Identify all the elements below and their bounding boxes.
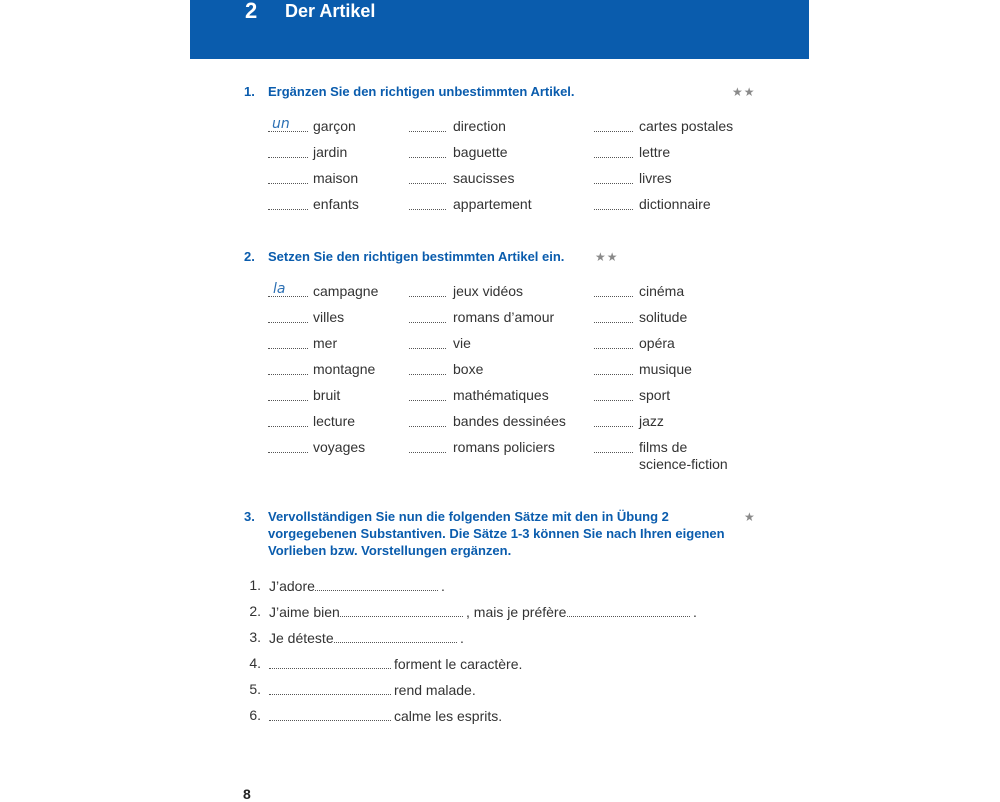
blank-ex2-c2-r7[interactable] xyxy=(409,452,446,453)
exercise-1-difficulty-stars: ★★ xyxy=(732,85,756,99)
ex2-word: voyages xyxy=(313,439,366,455)
blank-ex2-c1-r7[interactable] xyxy=(268,452,308,453)
ex2-word: bruit xyxy=(313,387,341,403)
exercise-1-number: 1. xyxy=(244,84,255,99)
exercise-1-instruction: Ergänzen Sie den richtigen unbestimmten Artikel. xyxy=(268,84,575,99)
sentence-text: rend malade. xyxy=(394,682,476,698)
ex2-word: campagne xyxy=(313,283,379,299)
exercise-3-difficulty-stars: ★ xyxy=(744,510,756,524)
blank-ex2-c1-r6[interactable] xyxy=(268,426,308,427)
sentence-number: 5. xyxy=(249,681,261,697)
ex2-word: jazz xyxy=(639,413,664,429)
ex2-word: vie xyxy=(453,335,471,351)
exercise-2-instruction: Setzen Sie den richtigen bestimmten Artikel ein. xyxy=(268,249,565,264)
ex1-word: baguette xyxy=(453,144,508,160)
ex2-word: mer xyxy=(313,335,338,351)
sentence-text: calme les esprits. xyxy=(394,708,503,724)
ex1-word: appartement xyxy=(453,196,532,212)
sentence-number: 2. xyxy=(249,603,261,619)
ex2-word-continuation: science-fiction xyxy=(639,456,728,472)
blank-ex2-c3-r5[interactable] xyxy=(594,400,633,401)
blank-ex2-c3-r4[interactable] xyxy=(594,374,633,375)
ex2-word: solitude xyxy=(639,309,688,325)
ex2-word: sport xyxy=(639,387,671,403)
example-answer-la: la xyxy=(273,281,286,297)
blank-ex2-c3-r3[interactable] xyxy=(594,348,633,349)
sentence-text: . xyxy=(693,604,697,620)
ex1-word: direction xyxy=(453,118,506,134)
blank-ex1-c1-r4[interactable] xyxy=(268,209,308,210)
ex1-word: enfants xyxy=(313,196,359,212)
ex1-word: lettre xyxy=(639,144,671,160)
ex2-word: romans policiers xyxy=(453,439,555,455)
exercise-3-instruction-line: Vorlieben bzw. Vorstellungen ergänzen. xyxy=(268,543,512,558)
ex2-word: bandes dessinées xyxy=(453,413,566,429)
blank-sentence-1[interactable] xyxy=(315,590,438,591)
blank-sentence-3[interactable] xyxy=(334,642,457,643)
sentence-text: J’adore xyxy=(269,578,315,594)
blank-sentence-4[interactable] xyxy=(269,668,391,669)
blank-ex1-c3-r1[interactable] xyxy=(594,131,633,132)
sentence-text: J’aime bien xyxy=(269,604,340,620)
ex1-word: maison xyxy=(313,170,359,186)
blank-ex1-c2-r1[interactable] xyxy=(409,131,446,132)
exercise-3-instruction-line: Vervollständigen Sie nun die folgenden Sätze mit den in Übung 2 xyxy=(268,509,669,524)
blank-ex2-c3-r2[interactable] xyxy=(594,322,633,323)
sentence-text: forment le caractère. xyxy=(394,656,523,672)
blank-ex2-c1-r3[interactable] xyxy=(268,348,308,349)
ex2-word: opéra xyxy=(639,335,675,351)
exercise-2-number: 2. xyxy=(244,249,255,264)
ex2-word: mathématiques xyxy=(453,387,549,403)
blank-ex2-c1-r5[interactable] xyxy=(268,400,308,401)
ex2-word: boxe xyxy=(453,361,484,377)
exercise-2-difficulty-stars: ★★ xyxy=(595,250,619,264)
blank-ex1-c3-r4[interactable] xyxy=(594,209,633,210)
ex1-word: jardin xyxy=(313,144,348,160)
blank-sentence-5[interactable] xyxy=(269,694,391,695)
sentence-text: , mais je préfère xyxy=(466,604,567,620)
chapter-number: 2 xyxy=(245,0,258,23)
sentence-text: . xyxy=(460,630,464,646)
blank-ex1-c3-r2[interactable] xyxy=(594,157,633,158)
chapter-title: Der Artikel xyxy=(285,1,376,21)
blank-ex1-c1-r3[interactable] xyxy=(268,183,308,184)
chapter-header xyxy=(190,0,809,59)
ex1-word: saucisses xyxy=(453,170,515,186)
blank-ex2-c2-r3[interactable] xyxy=(409,348,446,349)
sentence-text: Je déteste xyxy=(269,630,334,646)
blank-ex2-c3-r6[interactable] xyxy=(594,426,633,427)
blank-ex2-c1-r4[interactable] xyxy=(268,374,308,375)
ex2-word: cinéma xyxy=(639,283,685,299)
page-number: 8 xyxy=(243,786,251,802)
ex2-word: romans d’amour xyxy=(453,309,555,325)
sentence-number: 3. xyxy=(249,629,261,645)
ex1-word: dictionnaire xyxy=(639,196,711,212)
blank-ex1-c2-r3[interactable] xyxy=(409,183,446,184)
blank-ex2-c2-r6[interactable] xyxy=(409,426,446,427)
blank-ex2-c3-r7[interactable] xyxy=(594,452,633,453)
ex1-word: garçon xyxy=(313,118,356,134)
blank-sentence-2a[interactable] xyxy=(340,616,463,617)
ex1-word: livres xyxy=(639,170,672,186)
blank-sentence-6[interactable] xyxy=(269,720,391,721)
blank-ex1-c1-r2[interactable] xyxy=(268,157,308,158)
exercise-3-heading xyxy=(244,508,744,564)
exercise-3-number: 3. xyxy=(244,509,255,524)
sentence-text: . xyxy=(441,578,445,594)
ex1-word: cartes postales xyxy=(639,118,734,134)
sentence-number: 1. xyxy=(249,577,261,593)
ex2-word: villes xyxy=(313,309,345,325)
blank-ex2-c1-r2[interactable] xyxy=(268,322,308,323)
sentence-number: 6. xyxy=(249,707,261,723)
blank-ex1-c3-r3[interactable] xyxy=(594,183,633,184)
ex2-word: montagne xyxy=(313,361,376,377)
sentence-number: 4. xyxy=(249,655,261,671)
example-answer-un: un xyxy=(272,116,290,132)
ex2-word: lecture xyxy=(313,413,356,429)
ex2-word: jeux vidéos xyxy=(453,283,524,299)
blank-ex1-c2-r4[interactable] xyxy=(409,209,446,210)
blank-ex2-c2-r2[interactable] xyxy=(409,322,446,323)
ex2-word: films de xyxy=(639,439,688,455)
blank-sentence-2b[interactable] xyxy=(567,616,690,617)
blank-ex1-c2-r2[interactable] xyxy=(409,157,446,158)
blank-ex2-c3-r1[interactable] xyxy=(594,296,633,297)
ex2-word: musique xyxy=(639,361,692,377)
blank-ex2-c2-r5[interactable] xyxy=(409,400,446,401)
exercise-3-instruction-line: vorgegebenen Substantiven. Die Sätze 1-3 können Sie nach Ihren eigenen xyxy=(268,526,725,541)
blank-ex2-c2-r4[interactable] xyxy=(409,374,446,375)
blank-ex2-c2-r1[interactable] xyxy=(409,296,446,297)
